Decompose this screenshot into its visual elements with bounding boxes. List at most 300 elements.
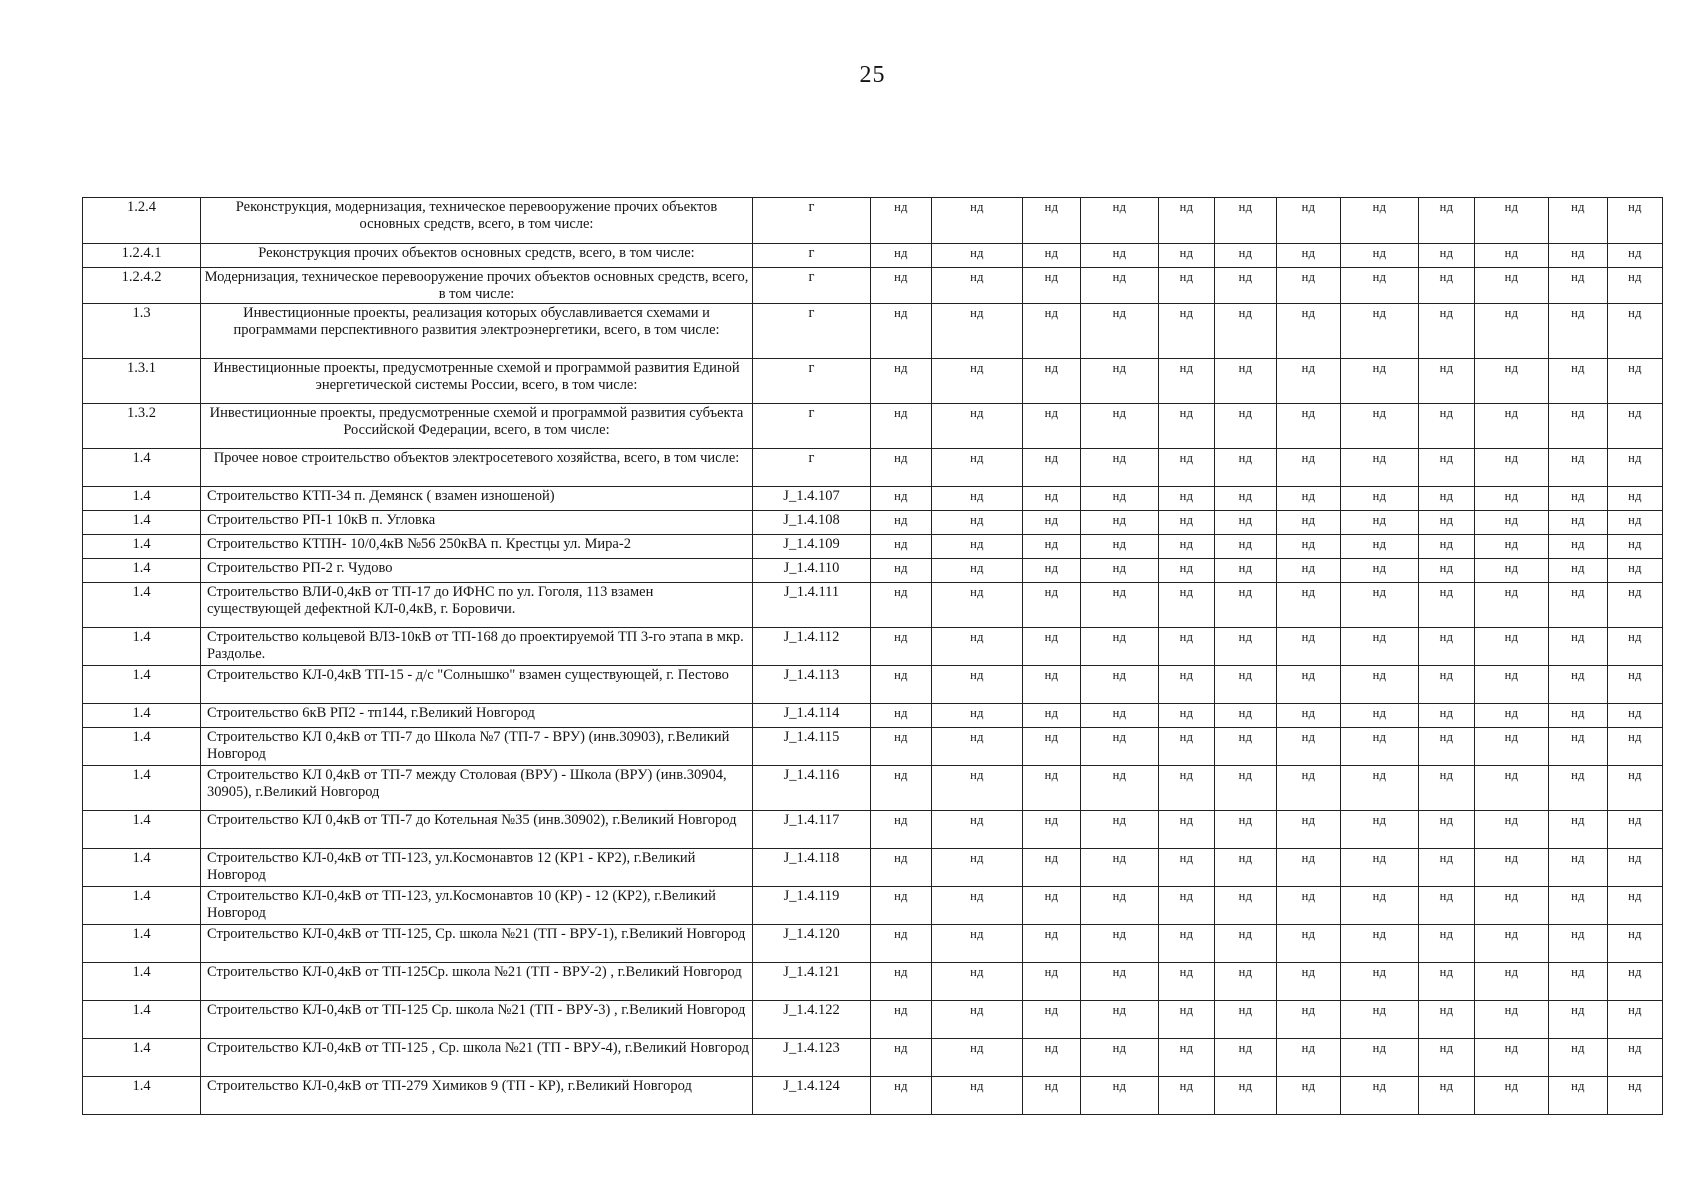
row-number-cell: 1.4 <box>83 1039 201 1077</box>
value-cell: нд <box>1277 728 1341 766</box>
value-cell: нд <box>1475 404 1549 449</box>
value-cell: нд <box>1277 1077 1341 1115</box>
value-cell: нд <box>1023 268 1081 304</box>
value-cell: нд <box>1608 535 1663 559</box>
value-cell: нд <box>1608 1077 1663 1115</box>
value-cell: нд <box>1341 849 1419 887</box>
value-cell: нд <box>871 449 932 487</box>
value-cell: нд <box>1549 404 1608 449</box>
value-cell: нд <box>1023 487 1081 511</box>
table-row <box>83 1077 1663 1115</box>
table-row <box>83 449 1663 487</box>
value-cell: нд <box>1215 628 1277 666</box>
value-cell: нд <box>1419 487 1475 511</box>
value-cell: нд <box>1081 304 1159 359</box>
value-cell: нд <box>1341 404 1419 449</box>
value-cell: нд <box>1277 449 1341 487</box>
row-number-cell: 1.4 <box>83 925 201 963</box>
value-cell: нд <box>1419 244 1475 268</box>
value-cell: нд <box>1419 704 1475 728</box>
value-cell: нд <box>1475 198 1549 244</box>
project-code-cell: г <box>753 359 871 404</box>
value-cell: нд <box>1277 511 1341 535</box>
row-number-cell: 1.4 <box>83 849 201 887</box>
value-cell: нд <box>1608 244 1663 268</box>
value-cell: нд <box>1419 198 1475 244</box>
project-code-cell: J_1.4.120 <box>753 925 871 963</box>
value-cell: нд <box>932 535 1023 559</box>
row-number-cell: 1.4 <box>83 704 201 728</box>
value-cell: нд <box>1215 268 1277 304</box>
value-cell: нд <box>932 304 1023 359</box>
value-cell: нд <box>1023 1077 1081 1115</box>
value-cell: нд <box>1159 628 1215 666</box>
value-cell: нд <box>1475 359 1549 404</box>
row-number-cell: 1.4 <box>83 811 201 849</box>
project-code-cell: J_1.4.114 <box>753 704 871 728</box>
value-cell: нд <box>1081 511 1159 535</box>
value-cell: нд <box>1608 487 1663 511</box>
value-cell: нд <box>1023 404 1081 449</box>
value-cell: нд <box>871 849 932 887</box>
value-cell: нд <box>1023 449 1081 487</box>
value-cell: нд <box>1081 449 1159 487</box>
value-cell: нд <box>1341 449 1419 487</box>
value-cell: нд <box>1608 849 1663 887</box>
value-cell: нд <box>1081 404 1159 449</box>
value-cell: нд <box>1419 925 1475 963</box>
table-row <box>83 583 1663 628</box>
value-cell: нд <box>1549 849 1608 887</box>
value-cell: нд <box>1475 963 1549 1001</box>
value-cell: нд <box>1081 1039 1159 1077</box>
value-cell: нд <box>1159 811 1215 849</box>
value-cell: нд <box>1159 1001 1215 1039</box>
value-cell: нд <box>1475 1001 1549 1039</box>
value-cell: нд <box>1159 559 1215 583</box>
value-cell: нд <box>1341 666 1419 704</box>
value-cell: нд <box>1549 583 1608 628</box>
value-cell: нд <box>1341 728 1419 766</box>
value-cell: нд <box>1215 583 1277 628</box>
value-cell: нд <box>1081 583 1159 628</box>
row-number-cell: 1.4 <box>83 1001 201 1039</box>
row-number-cell: 1.4 <box>83 449 201 487</box>
value-cell: нд <box>932 811 1023 849</box>
row-number-cell: 1.3.1 <box>83 359 201 404</box>
row-number-cell: 1.4 <box>83 628 201 666</box>
value-cell: нд <box>932 666 1023 704</box>
table-row <box>83 963 1663 1001</box>
value-cell: нд <box>1475 849 1549 887</box>
value-cell: нд <box>871 535 932 559</box>
value-cell: нд <box>1475 766 1549 811</box>
value-cell: нд <box>871 1001 932 1039</box>
value-cell: нд <box>1159 1077 1215 1115</box>
value-cell: нд <box>932 487 1023 511</box>
value-cell: нд <box>1023 198 1081 244</box>
value-cell: нд <box>1341 559 1419 583</box>
value-cell: нд <box>1341 628 1419 666</box>
value-cell: нд <box>1081 849 1159 887</box>
project-code-cell: J_1.4.122 <box>753 1001 871 1039</box>
value-cell: нд <box>1419 1077 1475 1115</box>
value-cell: нд <box>1475 1039 1549 1077</box>
row-number-cell: 1.4 <box>83 666 201 704</box>
project-name-cell: Строительство КЛ-0,4кВ от ТП-123, ул.Космонавтов 10 (КР) - 12 (КР2), г.Великий Новгород <box>201 887 753 925</box>
project-name-cell: Инвестиционные проекты, предусмотренные схемой и программой развития Единой энергетической системы России, всего, в том числе: <box>201 359 753 404</box>
value-cell: нд <box>1549 628 1608 666</box>
value-cell: нд <box>1419 449 1475 487</box>
value-cell: нд <box>1341 583 1419 628</box>
value-cell: нд <box>1549 963 1608 1001</box>
value-cell: нд <box>1023 304 1081 359</box>
value-cell: нд <box>932 628 1023 666</box>
row-number-cell: 1.4 <box>83 1077 201 1115</box>
value-cell: нд <box>1023 583 1081 628</box>
table-body <box>83 198 1663 1115</box>
value-cell: нд <box>1023 244 1081 268</box>
value-cell: нд <box>1549 359 1608 404</box>
value-cell: нд <box>1341 511 1419 535</box>
value-cell: нд <box>1159 666 1215 704</box>
value-cell: нд <box>1341 766 1419 811</box>
value-cell: нд <box>1159 511 1215 535</box>
value-cell: нд <box>1277 1001 1341 1039</box>
value-cell: нд <box>1215 449 1277 487</box>
value-cell: нд <box>1341 268 1419 304</box>
value-cell: нд <box>1277 925 1341 963</box>
value-cell: нд <box>932 1039 1023 1077</box>
value-cell: нд <box>1419 728 1475 766</box>
value-cell: нд <box>871 404 932 449</box>
value-cell: нд <box>1475 487 1549 511</box>
value-cell: нд <box>1215 1039 1277 1077</box>
value-cell: нд <box>1341 304 1419 359</box>
value-cell: нд <box>1608 704 1663 728</box>
project-name-cell: Строительство КЛ-0,4кВ от ТП-125Ср. школа №21 (ТП - ВРУ-2) , г.Великий Новгород <box>201 963 753 1001</box>
table-row <box>83 511 1663 535</box>
table-row <box>83 487 1663 511</box>
value-cell: нд <box>1023 811 1081 849</box>
value-cell: нд <box>1277 535 1341 559</box>
project-name-cell: Строительство 6кВ РП2 - тп144, г.Великий Новгород <box>201 704 753 728</box>
value-cell: нд <box>1341 963 1419 1001</box>
value-cell: нд <box>1475 511 1549 535</box>
value-cell: нд <box>1023 359 1081 404</box>
value-cell: нд <box>1023 511 1081 535</box>
value-cell: нд <box>1608 559 1663 583</box>
value-cell: нд <box>1023 887 1081 925</box>
value-cell: нд <box>1549 198 1608 244</box>
value-cell: нд <box>1277 198 1341 244</box>
value-cell: нд <box>1608 304 1663 359</box>
table-row <box>83 268 1663 304</box>
value-cell: нд <box>1608 766 1663 811</box>
project-code-cell: J_1.4.116 <box>753 766 871 811</box>
project-code-cell: J_1.4.108 <box>753 511 871 535</box>
project-code-cell: J_1.4.117 <box>753 811 871 849</box>
investment-table <box>82 197 1663 1115</box>
value-cell: нд <box>1608 1001 1663 1039</box>
value-cell: нд <box>1419 849 1475 887</box>
value-cell: нд <box>871 963 932 1001</box>
table-row <box>83 704 1663 728</box>
value-cell: нд <box>1215 359 1277 404</box>
value-cell: нд <box>1215 198 1277 244</box>
value-cell: нд <box>1549 1001 1608 1039</box>
value-cell: нд <box>871 304 932 359</box>
value-cell: нд <box>1341 887 1419 925</box>
value-cell: нд <box>932 449 1023 487</box>
value-cell: нд <box>871 1077 932 1115</box>
project-name-cell: Строительство КЛ-0,4кВ от ТП-125 , Ср. школа №21 (ТП - ВРУ-4), г.Великий Новгород <box>201 1039 753 1077</box>
value-cell: нд <box>1608 666 1663 704</box>
project-code-cell: J_1.4.113 <box>753 666 871 704</box>
value-cell: нд <box>871 925 932 963</box>
project-name-cell: Строительство ВЛИ-0,4кВ от ТП-17 до ИФНС по ул. Гоголя, 113 взамен существующей дефектной КЛ-0,4кВ, г. Боровичи. <box>201 583 753 628</box>
table-row <box>83 535 1663 559</box>
value-cell: нд <box>1023 666 1081 704</box>
value-cell: нд <box>932 728 1023 766</box>
value-cell: нд <box>1608 925 1663 963</box>
value-cell: нд <box>1159 887 1215 925</box>
value-cell: нд <box>1159 963 1215 1001</box>
table-row <box>83 811 1663 849</box>
value-cell: нд <box>1475 244 1549 268</box>
value-cell: нд <box>1023 559 1081 583</box>
value-cell: нд <box>1277 559 1341 583</box>
value-cell: нд <box>1549 244 1608 268</box>
value-cell: нд <box>1277 268 1341 304</box>
project-name-cell: Строительство КЛ 0,4кВ от ТП-7 между Столовая (ВРУ) - Школа (ВРУ) (инв.30904, 30905), г.Великий Новгород <box>201 766 753 811</box>
value-cell: нд <box>1419 404 1475 449</box>
value-cell: нд <box>1549 704 1608 728</box>
value-cell: нд <box>1341 704 1419 728</box>
value-cell: нд <box>871 666 932 704</box>
value-cell: нд <box>1419 811 1475 849</box>
value-cell: нд <box>1419 304 1475 359</box>
value-cell: нд <box>1159 487 1215 511</box>
value-cell: нд <box>1081 198 1159 244</box>
value-cell: нд <box>1159 583 1215 628</box>
value-cell: нд <box>1215 963 1277 1001</box>
row-number-cell: 1.4 <box>83 511 201 535</box>
value-cell: нд <box>1549 535 1608 559</box>
value-cell: нд <box>871 268 932 304</box>
value-cell: нд <box>1475 304 1549 359</box>
value-cell: нд <box>1215 559 1277 583</box>
value-cell: нд <box>1023 704 1081 728</box>
value-cell: нд <box>1159 925 1215 963</box>
value-cell: нд <box>1215 487 1277 511</box>
value-cell: нд <box>1549 887 1608 925</box>
value-cell: нд <box>932 925 1023 963</box>
value-cell: нд <box>932 1001 1023 1039</box>
value-cell: нд <box>1081 811 1159 849</box>
value-cell: нд <box>1419 766 1475 811</box>
project-code-cell: J_1.4.124 <box>753 1077 871 1115</box>
value-cell: нд <box>1159 535 1215 559</box>
value-cell: нд <box>1277 304 1341 359</box>
value-cell: нд <box>1475 666 1549 704</box>
value-cell: нд <box>1277 404 1341 449</box>
value-cell: нд <box>1159 1039 1215 1077</box>
value-cell: нд <box>1023 925 1081 963</box>
row-number-cell: 1.3 <box>83 304 201 359</box>
value-cell: нд <box>1341 1039 1419 1077</box>
value-cell: нд <box>1419 1001 1475 1039</box>
value-cell: нд <box>1475 925 1549 963</box>
project-name-cell: Строительство КЛ 0,4кВ от ТП-7 до Котельная №35 (инв.30902), г.Великий Новгород <box>201 811 753 849</box>
value-cell: нд <box>871 511 932 535</box>
value-cell: нд <box>1419 583 1475 628</box>
table-row <box>83 559 1663 583</box>
row-number-cell: 1.4 <box>83 559 201 583</box>
value-cell: нд <box>1419 559 1475 583</box>
value-cell: нд <box>1215 404 1277 449</box>
value-cell: нд <box>1215 704 1277 728</box>
value-cell: нд <box>1475 887 1549 925</box>
row-number-cell: 1.4 <box>83 728 201 766</box>
project-code-cell: J_1.4.111 <box>753 583 871 628</box>
value-cell: нд <box>1341 1001 1419 1039</box>
project-name-cell: Строительство КЛ-0,4кВ ТП-15 - д/с "Солнышко" взамен существующей, г. Пестово <box>201 666 753 704</box>
value-cell: нд <box>1215 1001 1277 1039</box>
value-cell: нд <box>1608 268 1663 304</box>
value-cell: нд <box>1023 535 1081 559</box>
value-cell: нд <box>1341 535 1419 559</box>
value-cell: нд <box>1215 666 1277 704</box>
value-cell: нд <box>1608 359 1663 404</box>
project-name-cell: Инвестиционные проекты, предусмотренные схемой и программой развития субъекта Российской Федерации, всего, в том числе: <box>201 404 753 449</box>
value-cell: нд <box>1081 766 1159 811</box>
value-cell: нд <box>932 559 1023 583</box>
value-cell: нд <box>1419 963 1475 1001</box>
value-cell: нд <box>1159 359 1215 404</box>
value-cell: нд <box>1215 887 1277 925</box>
value-cell: нд <box>1277 849 1341 887</box>
row-number-cell: 1.4 <box>83 535 201 559</box>
value-cell: нд <box>1215 1077 1277 1115</box>
value-cell: нд <box>1419 887 1475 925</box>
value-cell: нд <box>932 1077 1023 1115</box>
value-cell: нд <box>1419 666 1475 704</box>
value-cell: нд <box>1419 359 1475 404</box>
value-cell: нд <box>1549 511 1608 535</box>
table-row <box>83 887 1663 925</box>
value-cell: нд <box>1023 963 1081 1001</box>
row-number-cell: 1.4 <box>83 766 201 811</box>
value-cell: нд <box>1023 628 1081 666</box>
project-code-cell: J_1.4.119 <box>753 887 871 925</box>
project-code-cell: J_1.4.115 <box>753 728 871 766</box>
value-cell: нд <box>932 244 1023 268</box>
value-cell: нд <box>871 766 932 811</box>
project-name-cell: Прочее новое строительство объектов электросетевого хозяйства, всего, в том числе: <box>201 449 753 487</box>
value-cell: нд <box>1081 628 1159 666</box>
value-cell: нд <box>1341 1077 1419 1115</box>
value-cell: нд <box>1608 887 1663 925</box>
value-cell: нд <box>1215 728 1277 766</box>
value-cell: нд <box>1549 925 1608 963</box>
value-cell: нд <box>1215 811 1277 849</box>
row-number-cell: 1.4 <box>83 963 201 1001</box>
value-cell: нд <box>1608 963 1663 1001</box>
value-cell: нд <box>1475 728 1549 766</box>
row-number-cell: 1.4 <box>83 887 201 925</box>
value-cell: нд <box>1081 535 1159 559</box>
value-cell: нд <box>871 198 932 244</box>
value-cell: нд <box>1277 359 1341 404</box>
value-cell: нд <box>1159 268 1215 304</box>
row-number-cell: 1.2.4 <box>83 198 201 244</box>
value-cell: нд <box>1081 887 1159 925</box>
value-cell: нд <box>1159 244 1215 268</box>
value-cell: нд <box>1023 849 1081 887</box>
value-cell: нд <box>1608 404 1663 449</box>
value-cell: нд <box>1341 359 1419 404</box>
value-cell: нд <box>932 198 1023 244</box>
value-cell: нд <box>1277 666 1341 704</box>
row-number-cell: 1.2.4.1 <box>83 244 201 268</box>
project-code-cell: J_1.4.107 <box>753 487 871 511</box>
project-code-cell: J_1.4.123 <box>753 1039 871 1077</box>
value-cell: нд <box>1215 849 1277 887</box>
value-cell: нд <box>1419 511 1475 535</box>
project-code-cell: J_1.4.121 <box>753 963 871 1001</box>
value-cell: нд <box>1549 1039 1608 1077</box>
row-number-cell: 1.4 <box>83 583 201 628</box>
value-cell: нд <box>1549 666 1608 704</box>
project-name-cell: Строительство КЛ-0,4кВ от ТП-125 Ср. школа №21 (ТП - ВРУ-3) , г.Великий Новгород <box>201 1001 753 1039</box>
project-name-cell: Строительство КЛ-0,4кВ от ТП-125, Ср. школа №21 (ТП - ВРУ-1), г.Великий Новгород <box>201 925 753 963</box>
value-cell: нд <box>1023 766 1081 811</box>
project-code-cell: г <box>753 268 871 304</box>
project-name-cell: Строительство РП-1 10кВ п. Угловка <box>201 511 753 535</box>
value-cell: нд <box>1277 583 1341 628</box>
table-row <box>83 849 1663 887</box>
value-cell: нд <box>1215 535 1277 559</box>
value-cell: нд <box>1475 704 1549 728</box>
project-code-cell: г <box>753 244 871 268</box>
value-cell: нд <box>932 404 1023 449</box>
value-cell: нд <box>1608 811 1663 849</box>
value-cell: нд <box>1341 811 1419 849</box>
value-cell: нд <box>1419 628 1475 666</box>
value-cell: нд <box>1215 925 1277 963</box>
project-name-cell: Реконструкция, модернизация, техническое перевооружение прочих объектов основных средств, всего, в том числе: <box>201 198 753 244</box>
project-name-cell: Инвестиционные проекты, реализация которых обуславливается схемами и программами перспективного развития электроэнергетики, всего, в том числе: <box>201 304 753 359</box>
value-cell: нд <box>1549 728 1608 766</box>
value-cell: нд <box>1081 559 1159 583</box>
value-cell: нд <box>1475 583 1549 628</box>
table-row <box>83 666 1663 704</box>
value-cell: нд <box>1475 1077 1549 1115</box>
value-cell: нд <box>1549 766 1608 811</box>
value-cell: нд <box>932 359 1023 404</box>
value-cell: нд <box>1277 628 1341 666</box>
value-cell: нд <box>1081 704 1159 728</box>
project-name-cell: Строительство КЛ-0,4кВ от ТП-279 Химиков 9 (ТП - КР), г.Великий Новгород <box>201 1077 753 1115</box>
value-cell: нд <box>1277 704 1341 728</box>
value-cell: нд <box>932 766 1023 811</box>
value-cell: нд <box>932 963 1023 1001</box>
value-cell: нд <box>1608 198 1663 244</box>
value-cell: нд <box>1608 1039 1663 1077</box>
value-cell: нд <box>1419 1039 1475 1077</box>
value-cell: нд <box>1159 849 1215 887</box>
